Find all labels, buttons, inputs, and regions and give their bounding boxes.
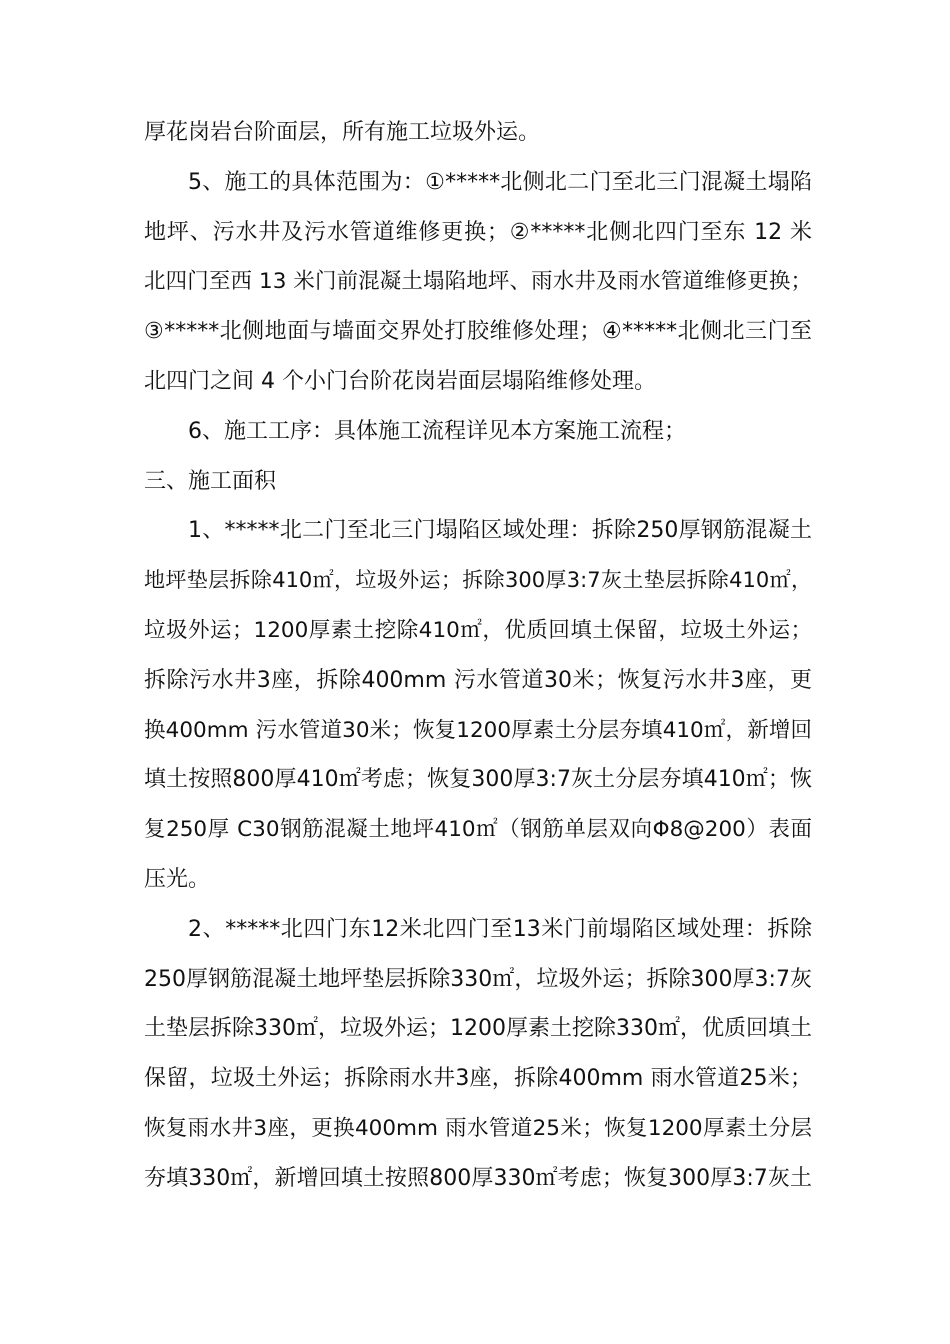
text-line: 地坪垫层拆除410㎡，垃圾外运；拆除300厚3:7灰土垫层拆除410㎡， bbox=[144, 568, 812, 593]
text-line: 250厚钢筋混凝土地坪垫层拆除330㎡，垃圾外运；拆除300厚3:7灰 bbox=[144, 966, 812, 992]
text-line: 土垫层拆除330㎡，垃圾外运；1200厚素土挖除330㎡，优质回填土 bbox=[144, 1016, 812, 1042]
text-line: 垃圾外运；1200厚素土挖除410㎡，优质回填土保留，垃圾土外运； bbox=[144, 617, 812, 643]
text-line: 1、*****北二门至北三门塌陷区域处理：拆除250厚钢筋混凝土 bbox=[188, 518, 812, 544]
section-heading: 三、施工面积 bbox=[144, 468, 277, 494]
text-line: 压光。 bbox=[144, 866, 211, 892]
text-line: 恢复雨水井3座，更换400mm 雨水管道25米；恢复1200厚素土分层 bbox=[144, 1115, 812, 1141]
text-line: 换400mm 污水管道30米；恢复1200厚素土分层夯填410㎡，新增回 bbox=[144, 717, 812, 743]
text-line: 北四门至西 13 米门前混凝土塌陷地坪、雨水井及雨水管道维修更换； bbox=[144, 269, 812, 295]
text-line: 填土按照800厚410㎡考虑；恢复300厚3:7灰土分层夯填410㎡；恢 bbox=[144, 767, 812, 793]
text-line: ③*****北侧地面与墙面交界处打胶维修处理；④*****北侧北三门至 bbox=[144, 319, 812, 345]
text-line: 拆除污水井3座，拆除400mm 污水管道30米；恢复污水井3座，更 bbox=[144, 667, 812, 693]
text-line: 6、施工工序：具体施工流程详见本方案施工流程； bbox=[188, 418, 686, 444]
text-line: 2、*****北四门东12米北四门至13米门前塌陷区域处理：拆除 bbox=[188, 916, 812, 942]
text-line: 地坪、污水井及污水管道维修更换；②*****北侧北四门至东 12 米 bbox=[144, 219, 812, 245]
text-line: 保留，垃圾土外运；拆除雨水井3座，拆除400mm 雨水管道25米； bbox=[144, 1066, 812, 1092]
text-line: 夯填330㎡，新增回填土按照800厚330㎡考虑；恢复300厚3:7灰土 bbox=[144, 1165, 812, 1191]
text-line: 北四门之间 4 个小门台阶花岗岩面层塌陷维修处理。 bbox=[144, 368, 656, 394]
text-line: 5、施工的具体范围为：①*****北侧北二门至北三门混凝土塌陷 bbox=[188, 169, 812, 195]
text-line: 厚花岗岩台阶面层，所有施工垃圾外运。 bbox=[144, 120, 541, 145]
text-line: 复250厚 C30钢筋混凝土地坪410㎡（钢筋单层双向Φ8@200）表面 bbox=[144, 817, 812, 843]
document-body bbox=[144, 108, 812, 1204]
